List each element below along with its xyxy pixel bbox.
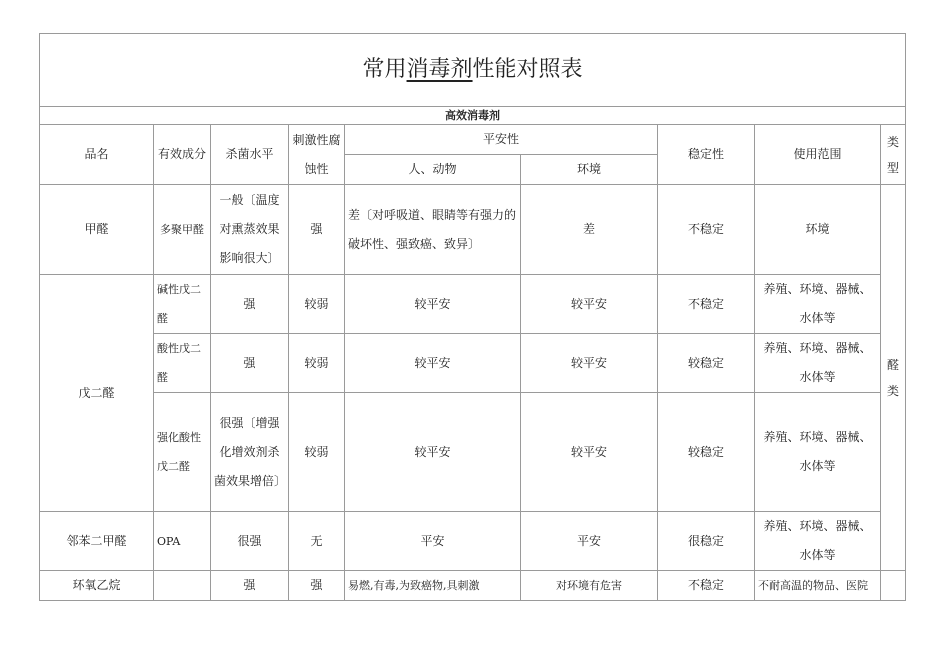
cell-irritation: 强 [289, 571, 345, 601]
cell-stability: 较稳定 [658, 393, 755, 512]
disinfectant-table [39, 33, 906, 601]
cell-usage: 养殖、环境、器械、水体等 [755, 275, 881, 334]
table-row [40, 275, 906, 334]
cell-sterilization: 强 [211, 571, 289, 601]
cell-irritation: 较弱 [289, 275, 345, 334]
cell-usage: 环境 [755, 185, 881, 275]
cell-safety-human: 易燃,有毒,为致癌物,具刺激 [345, 571, 521, 601]
cell-ingredient: 强化酸性戊二醛 [154, 393, 211, 512]
cell-sterilization: 很强〔增强化增效剂杀菌效果增倍〕 [211, 393, 289, 512]
header-ingredient: 有效成分 [154, 125, 211, 185]
cell-sterilization: 很强 [211, 512, 289, 571]
cell-usage: 不耐高温的物品、医院 [755, 571, 881, 601]
cell-irritation: 较弱 [289, 393, 345, 512]
cell-name: 甲醛 [40, 185, 154, 275]
header-safety-env: 环境 [521, 155, 658, 185]
cell-safety-env: 较平安 [521, 393, 658, 512]
cell-sterilization: 强 [211, 334, 289, 393]
header-safety-human: 人、动物 [345, 155, 521, 185]
cell-safety-human: 差〔对呼吸道、眼睛等有强力的破坏性、强致癌、致异〕 [345, 185, 521, 275]
cell-stability: 较稳定 [658, 334, 755, 393]
title-underlined: 消毒剂 [406, 57, 473, 82]
cell-ingredient: 碱性戊二醛 [154, 275, 211, 334]
cell-safety-human: 较平安 [345, 334, 521, 393]
table-row [40, 185, 906, 275]
table-row [40, 334, 906, 393]
cell-usage: 养殖、环境、器械、水体等 [755, 334, 881, 393]
header-stability: 稳定性 [658, 125, 755, 185]
cell-ingredient: OPA [154, 512, 211, 571]
cell-name: 邻苯二甲醛 [40, 512, 154, 571]
header-irritation: 刺激性腐蚀性 [289, 125, 345, 185]
cell-ingredient: 酸性戊二醛 [154, 334, 211, 393]
header-safety: 平安性 [345, 125, 658, 155]
cell-name: 戊二醛 [40, 275, 154, 512]
header-category: 类型 [881, 125, 906, 185]
cell-safety-human: 较平安 [345, 275, 521, 334]
cell-stability: 不稳定 [658, 185, 755, 275]
table-row [40, 393, 906, 512]
cell-name: 环氧乙烷 [40, 571, 154, 601]
cell-usage: 养殖、环境、器械、水体等 [755, 393, 881, 512]
cell-irritation: 较弱 [289, 334, 345, 393]
cell-sterilization: 强 [211, 275, 289, 334]
cell-safety-human: 较平安 [345, 393, 521, 512]
cell-stability: 不稳定 [658, 571, 755, 601]
table-row [40, 571, 906, 601]
cell-stability: 很稳定 [658, 512, 755, 571]
cell-stability: 不稳定 [658, 275, 755, 334]
cell-irritation: 强 [289, 185, 345, 275]
cell-category: 醛类 [881, 185, 906, 571]
cell-sterilization: 一般〔温度对熏蒸效果影响很大〕 [211, 185, 289, 275]
section-header: 高效消毒剂 [40, 107, 906, 125]
cell-safety-env: 平安 [521, 512, 658, 571]
cell-safety-env: 对环境有危害 [521, 571, 658, 601]
cell-safety-human: 平安 [345, 512, 521, 571]
cell-usage: 养殖、环境、器械、水体等 [755, 512, 881, 571]
cell-category-empty [881, 571, 906, 601]
cell-safety-env: 较平安 [521, 334, 658, 393]
header-name: 品名 [40, 125, 154, 185]
table-row [40, 512, 906, 571]
cell-irritation: 无 [289, 512, 345, 571]
cell-ingredient: 多聚甲醛 [154, 185, 211, 275]
header-sterilization: 杀菌水平 [211, 125, 289, 185]
cell-ingredient [154, 571, 211, 601]
header-usage: 使用范围 [755, 125, 881, 185]
cell-safety-env: 较平安 [521, 275, 658, 334]
page-title: 常用消毒剂性能对照表 [40, 34, 906, 107]
cell-safety-env: 差 [521, 185, 658, 275]
